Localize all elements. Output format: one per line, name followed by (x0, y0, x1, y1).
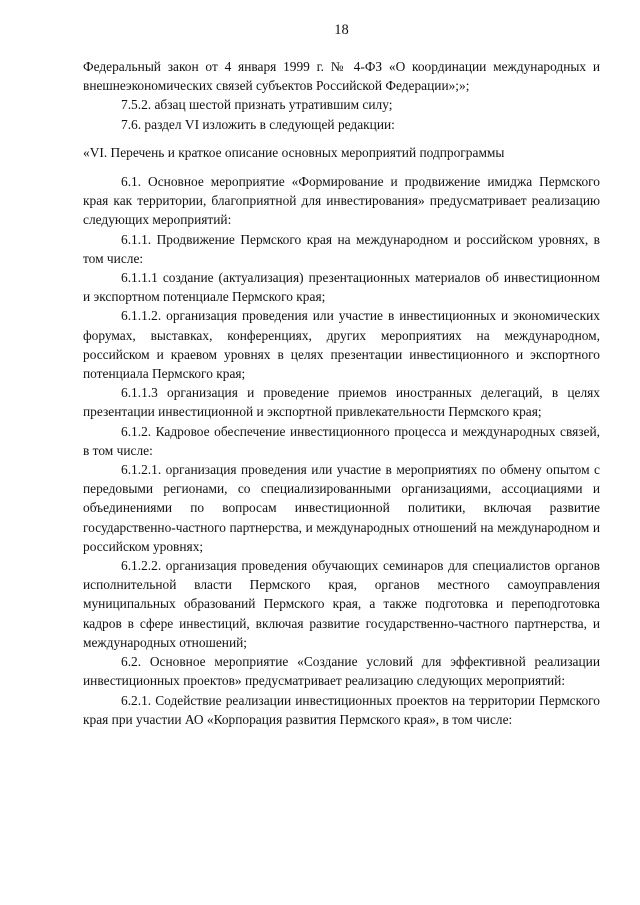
paragraph: 6.1.2.1. организация проведения или участие в мероприятиях по обмену опытом с передовыми регионами, со специализированными организациями, ассоциациями и объединениями по вопросам инвестиционной политики, включая развитие государственно-частного партнерства, и международных отношений на международном и российском уровнях; (83, 462, 600, 554)
paragraph: Федеральный закон от 4 января 1999 г. № 4-ФЗ «О координации международных и внешнеэкономических связей субъектов Российской Федерации»;»; (83, 59, 600, 94)
paragraph: 7.6. раздел VI изложить в следующей редакции: (121, 116, 395, 132)
paragraph: 6.1. Основное мероприятие «Формирование и продвижение имиджа Пермского края как территории, благоприятной для инвестирования» предусматривает реализацию следующих мероприятий: (83, 174, 600, 228)
document-body (83, 57, 600, 729)
paragraph: 6.1.1.1 создание (актуализация) презентационных материалов об инвестиционном и экспортном потенциале Пермского края; (83, 270, 600, 305)
paragraph: 6.1.2. Кадровое обеспечение инвестиционного процесса и международных связей, в том числе: (83, 423, 600, 458)
page-number: 18 (334, 22, 349, 38)
paragraph: 6.2.1. Содействие реализации инвестиционных проектов на территории Пермского края при участии АО «Корпорация развития Пермского края», в том числе: (83, 692, 600, 727)
paragraph: 6.1.1. Продвижение Пермского края на международном и российском уровнях, в том числе: (83, 231, 600, 266)
paragraph: 7.5.2. абзац шестой признать утратившим силу; (121, 97, 393, 113)
section-heading: «VI. Перечень и краткое описание основных мероприятий подпрограммы (83, 144, 505, 160)
paragraph: 6.1.2.2. организация проведения обучающих семинаров для специалистов органов исполнительной власти Пермского края, органов местного самоуправления муниципальных образований Пермского края, а также подготовка и переподготовка кадров в сфере инвестиций, включая развитие государственно-частного партнерства, и международных отношений; (83, 558, 600, 650)
paragraph: 6.1.1.3 организация и проведение приемов иностранных делегаций, в целях презентации инвестиционной и экспортной привлекательности Пермского края; (83, 385, 600, 420)
paragraph: 6.2. Основное мероприятие «Создание условий для эффективной реализации инвестиционных проектов» предусматривает реализацию следующих мероприятий: (83, 654, 600, 689)
paragraph: 6.1.1.2. организация проведения или участие в инвестиционных и экономических форумах, выставках, конференциях, других мероприятиях на международном, российском и краевом уровнях в целях презентации инвестиционного и экспортного потенциала Пермского края; (83, 308, 600, 382)
